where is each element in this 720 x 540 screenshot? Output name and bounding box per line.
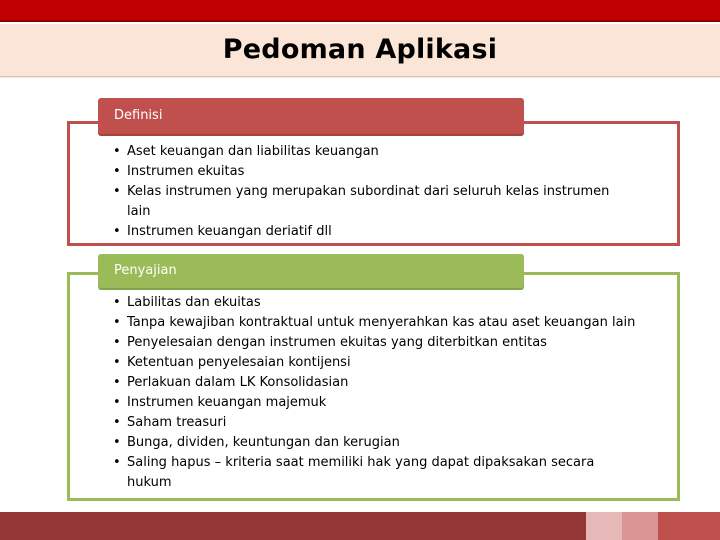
list-item: • Instrumen ekuitas	[113, 162, 633, 182]
bullet-icon: •	[113, 375, 121, 390]
list-item: • Instrumen keuangan deriatif dll	[113, 222, 633, 242]
list-item: • Saling hapus – kriteria saat memiliki hak yang dapat dipaksakan secara hukum	[113, 455, 595, 490]
list-item: • Labilitas dan ekuitas	[113, 293, 653, 313]
page-number	[664, 503, 684, 517]
footer-dark-segment	[0, 512, 586, 540]
definisi-list	[113, 142, 633, 242]
bullet-icon: •	[113, 164, 121, 179]
penyajian-header: Penyajian	[98, 254, 524, 288]
list-item: • Tanpa kewajiban kontraktual untuk menyerahkan kas atau aset keuangan lain	[113, 313, 653, 333]
list-item: • Saham treasuri	[113, 413, 653, 433]
list-item: • Perlakuan dalam LK Konsolidasian	[113, 373, 653, 393]
bullet-icon: •	[113, 355, 121, 370]
footer-mid-segment	[622, 512, 658, 540]
bullet-icon: •	[113, 455, 121, 470]
list-item: • Kelas instrumen yang merupakan subordinat dari seluruh kelas instrumen lain	[113, 184, 610, 219]
bullet-icon: •	[113, 224, 121, 239]
bullet-icon: •	[113, 295, 121, 310]
footer-bar	[0, 512, 720, 540]
title-divider	[0, 76, 720, 77]
slide-title: Pedoman Aplikasi	[222, 34, 498, 65]
list-item: • Bunga, dividen, keuntungan dan kerugian	[113, 433, 653, 453]
top-accent-bar	[0, 0, 720, 22]
list-item: • Penyelesaian dengan instrumen ekuitas yang diterbitkan entitas	[113, 333, 653, 353]
footer-pale-segment	[586, 512, 622, 540]
bullet-icon: •	[113, 335, 121, 350]
bullet-icon: •	[113, 144, 121, 159]
definisi-header: Definisi	[98, 98, 524, 134]
list-item: • Instrumen keuangan majemuk	[113, 393, 653, 413]
bullet-icon: •	[113, 435, 121, 450]
bullet-icon: •	[113, 415, 121, 430]
list-item: • Aset keuangan dan liabilitas keuangan	[113, 142, 633, 162]
bullet-icon: •	[113, 395, 121, 410]
bullet-icon: •	[113, 184, 121, 199]
penyajian-list	[113, 293, 653, 493]
bullet-icon: •	[113, 315, 121, 330]
list-item: • Ketentuan penyelesaian kontijensi	[113, 353, 653, 373]
